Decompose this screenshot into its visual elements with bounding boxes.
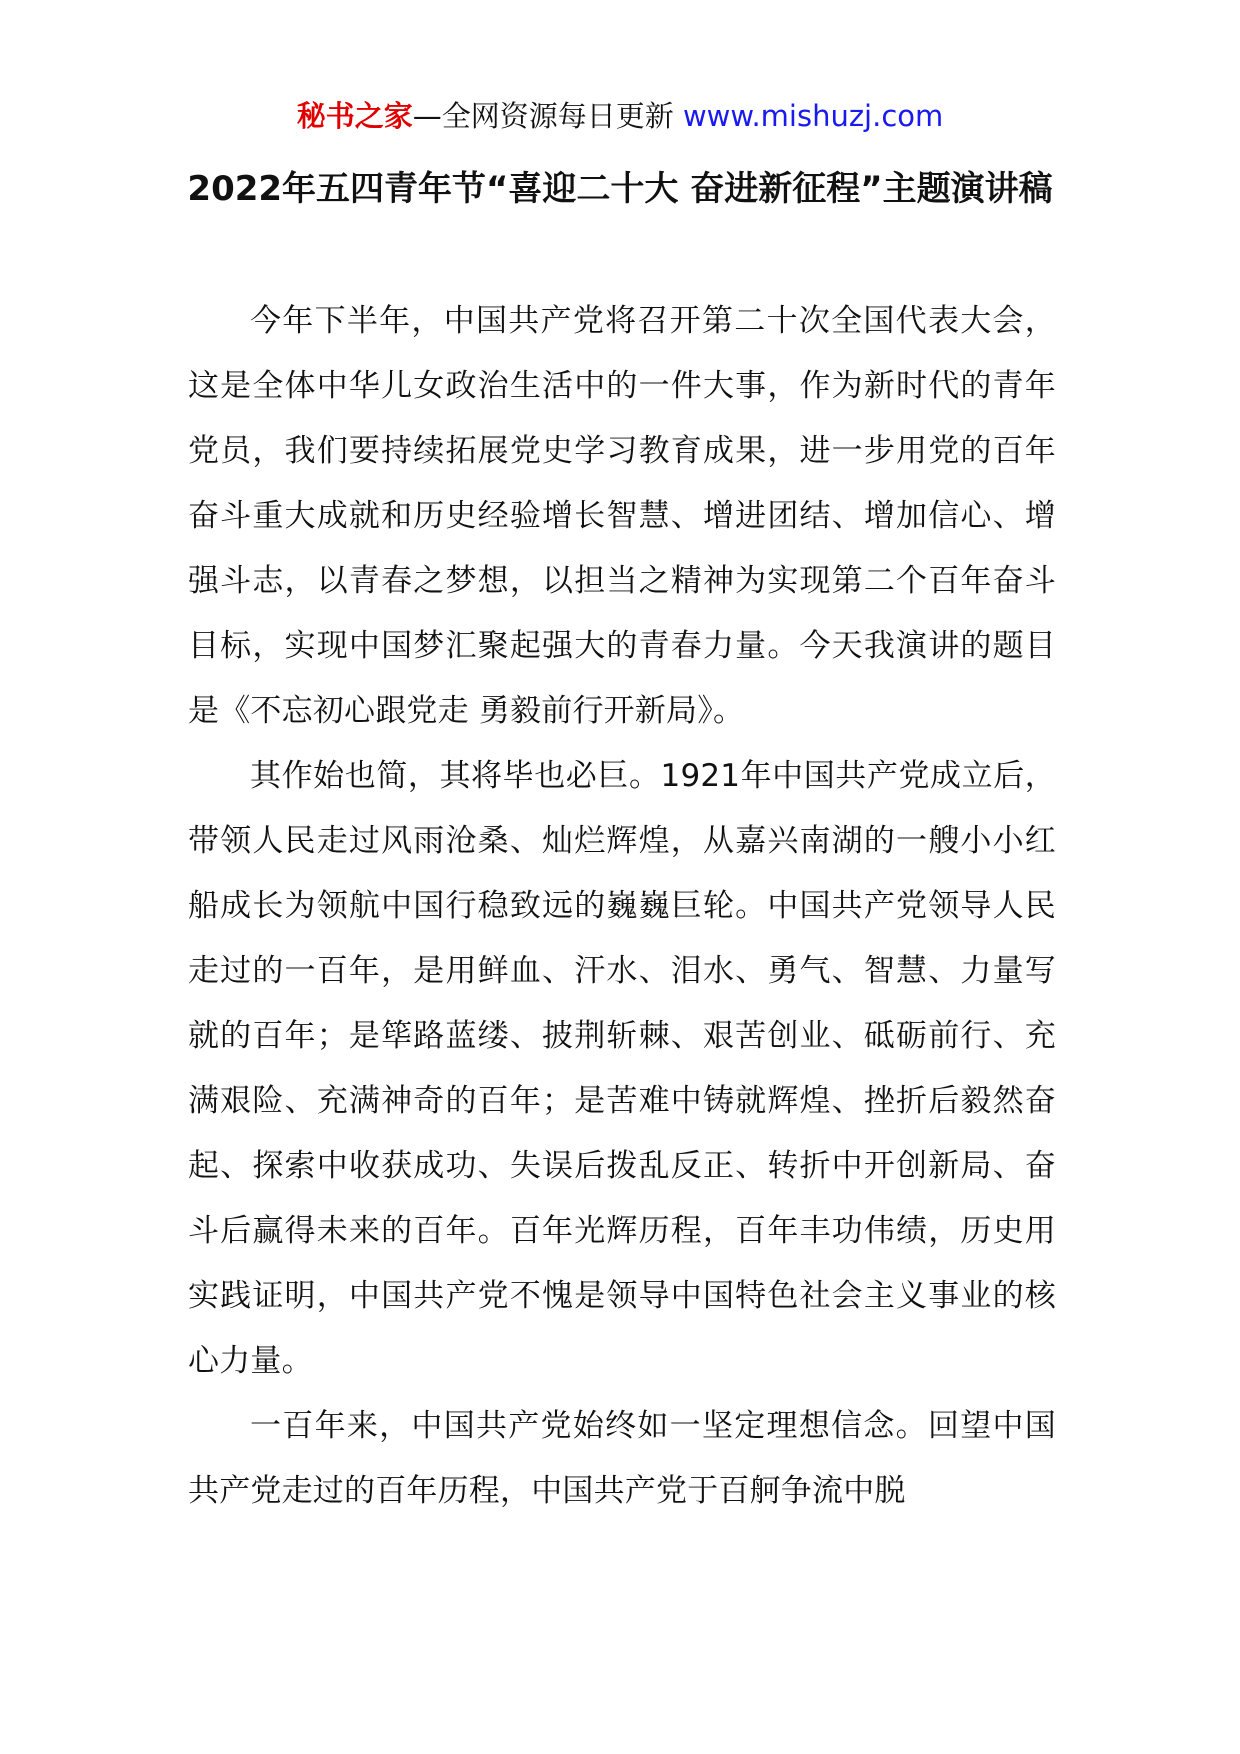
brand-name: 秘书之家 (296, 99, 413, 133)
site-url-link[interactable]: www.mishuzj.com (682, 99, 944, 133)
document-title: 2022年五四青年节“喜迎二十大 奋进新征程”主题演讲稿 (187, 169, 1053, 209)
document-body (188, 289, 1056, 1524)
paragraph-3: 一百年来，中国共产党始终如一坚定理想信念。回望中国共产党走过的百年历程，中国共产党于百舸争流中脱 (188, 1408, 1056, 1509)
site-header (0, 96, 1240, 136)
paragraph-2: 其作始也简，其将毕也必巨。1921年中国共产党成立后，带领人民走过风雨沧桑、灿烂辉煌，从嘉兴南湖的一艘小小红船成长为领航中国行稳致远的巍巍巨轮。中国共产党领导人民走过的一百年，是用鲜血、汗水、泪水、勇气、智慧、力量写就的百年；是筚路蓝缕、披荆斩棘、艰苦创业、砥砺前行、充满艰险、充满神奇的百年；是苦难中铸就辉煌、挫折后毅然奋起、探索中收获成功、失误后拨乱反正、转折中开创新局、奋斗后赢得未来的百年。百年光辉历程，百年丰功伟绩，历史用实践证明，中国共产党不愧是领导中国特色社会主义事业的核心力量。 (188, 758, 1056, 1379)
paragraph-1: 今年下半年，中国共产党将召开第二十次全国代表大会，这是全体中华儿女政治生活中的一件大事，作为新时代的青年党员，我们要持续拓展党史学习教育成果，进一步用党的百年奋斗重大成就和历史经验增长智慧、增进团结、增加信心、增强斗志，以青春之梦想，以担当之精神为实现第二个百年奋斗目标，实现中国梦汇聚起强大的青春力量。今天我演讲的题目是《不忘初心跟党走 勇毅前行开新局》。 (188, 303, 1056, 729)
header-tagline: —全网资源每日更新 (412, 99, 683, 133)
